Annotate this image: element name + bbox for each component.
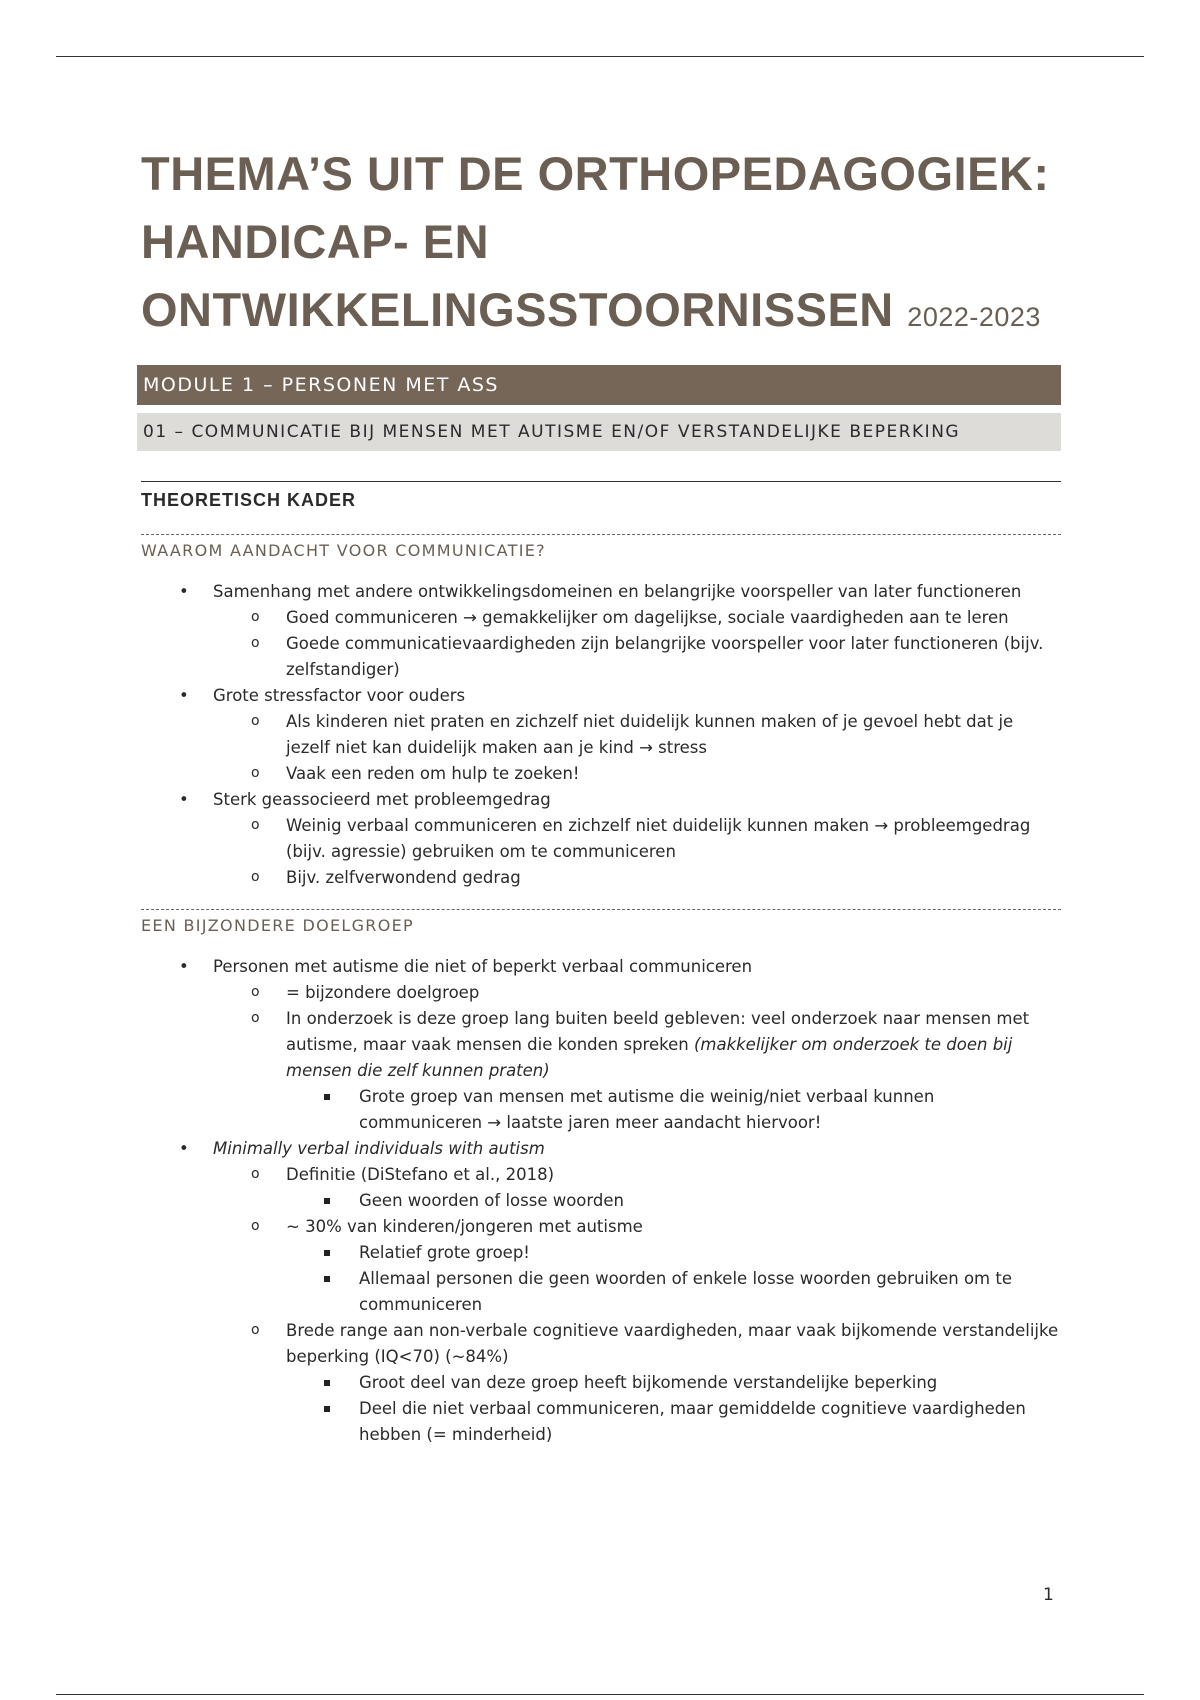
list-item: o = bijzondere doelgroep — [141, 980, 1061, 1006]
list-item: o Als kinderen niet praten en zichzelf niet duidelijk kunnen maken of je gevoel hebt dat je jezelf niet kan duidelijk maken aan je kind → stress — [141, 709, 1061, 761]
document-title — [141, 140, 1061, 351]
list-item: • Minimally verbal individuals with autism o Definitie (DiStefano et al., 2018) Geen woorden of losse woorden o ~ 30% van kinderen/jongeren met autisme Relatief grote groep! Allemaal personen die geen woorden of enkele losse woorden gebruiken om te communiceren o Brede range aan non-verbale cognitieve vaardigheden, maar vaak bijkomende verstandelijke beperking (IQ<70) (~84%) Groot deel van deze groep heeft bijkomende verstandelijke beperking Deel die niet verbaal communiceren, maar gemiddelde cognitieve vaardigheden hebben (= minderheid) — [141, 1136, 1061, 1448]
list-item: • Samenhang met andere ontwikkelingsdomeinen en belangrijke voorspeller van later functioneren o Goed communiceren → gemakkelijker om dagelijkse, sociale vaardigheden aan te leren o Goede communicatievaardigheden zijn belangrijke voorspeller voor later functioneren (bijv. zelfstandiger) — [141, 579, 1061, 683]
page-number: 1 — [1043, 1585, 1054, 1605]
list-item: o Goede communicatievaardigheden zijn belangrijke voorspeller voor later functioneren (bijv. zelfstandiger) — [141, 631, 1061, 683]
title-year: 2022-2023 — [907, 302, 1041, 332]
section-title-communicatie: WAAROM AANDACHT VOOR COMMUNICATIE? — [141, 534, 1061, 567]
list-item: o ~ 30% van kinderen/jongeren met autisme Relatief grote groep! Allemaal personen die geen woorden of enkele losse woorden gebruiken om te communiceren — [141, 1214, 1061, 1318]
list-item: Groot deel van deze groep heeft bijkomende verstandelijke beperking — [141, 1370, 1061, 1396]
list-item: o Brede range aan non-verbale cognitieve vaardigheden, maar vaak bijkomende verstandelijke beperking (IQ<70) (~84%) Groot deel van deze groep heeft bijkomende verstandelijke beperking Deel die niet verbaal communiceren, maar gemiddelde cognitieve vaardigheden hebben (= minderheid) — [141, 1318, 1061, 1448]
list-item: Relatief grote groep! — [141, 1240, 1061, 1266]
section-heading-theoretisch-kader: THEORETISCH KADER — [141, 481, 1061, 520]
document-page — [141, 140, 1061, 1448]
list-item: Grote groep van mensen met autisme die weinig/niet verbaal kunnen communiceren → laatste jaren meer aandacht hiervoor! — [141, 1084, 1061, 1136]
list-item: Geen woorden of losse woorden — [141, 1188, 1061, 1214]
bullet-list — [141, 954, 1061, 1448]
section-title-doelgroep: EEN BIJZONDERE DOELGROEP — [141, 909, 1061, 942]
title-line-2: HANDICAP- EN — [141, 215, 490, 268]
list-item: Allemaal personen die geen woorden of enkele losse woorden gebruiken om te communiceren — [141, 1266, 1061, 1318]
list-item: • Sterk geassocieerd met probleemgedrag o Weinig verbaal communiceren en zichzelf niet duidelijk kunnen maken → probleemgedrag (bijv. agressie) gebruiken om te communiceren o Bijv. zelfverwondend gedrag — [141, 787, 1061, 891]
module-heading: MODULE 1 – PERSONEN MET ASS — [137, 365, 1061, 405]
header-rule — [56, 56, 1144, 57]
list-item: Deel die niet verbaal communiceren, maar gemiddelde cognitieve vaardigheden hebben (= minderheid) — [141, 1396, 1061, 1448]
list-item: • Grote stressfactor voor ouders o Als kinderen niet praten en zichzelf niet duidelijk kunnen maken of je gevoel hebt dat je jezelf niet kan duidelijk maken aan je kind → stress o Vaak een reden om hulp te zoeken! — [141, 683, 1061, 787]
list-item: o Bijv. zelfverwondend gedrag — [141, 865, 1061, 891]
list-item: • Personen met autisme die niet of beperkt verbaal communiceren o = bijzondere doelgroep o In onderzoek is deze groep lang buiten beeld gebleven: veel onderzoek naar mensen met autisme, maar vaak mensen die konden spreken (makkelijker om onderzoek te doen bij mensen die zelf kunnen praten) Grote groep van mensen met autisme die weinig/niet verbaal kunnen communiceren → laatste jaren meer aandacht hiervoor! — [141, 954, 1061, 1136]
list-item: o Weinig verbaal communiceren en zichzelf niet duidelijk kunnen maken → probleemgedrag (bijv. agressie) gebruiken om te communiceren — [141, 813, 1061, 865]
bullet-list — [141, 579, 1061, 891]
list-item: o Vaak een reden om hulp te zoeken! — [141, 761, 1061, 787]
title-line-1: THEMA’S UIT DE ORTHOPEDAGOGIEK: — [141, 147, 1050, 200]
list-item: o In onderzoek is deze groep lang buiten beeld gebleven: veel onderzoek naar mensen met autisme, maar vaak mensen die konden spreken (makkelijker om onderzoek te doen bij mensen die zelf kunnen praten) Grote groep van mensen met autisme die weinig/niet verbaal kunnen communiceren → laatste jaren meer aandacht hiervoor! — [141, 1006, 1061, 1136]
list-item: o Goed communiceren → gemakkelijker om dagelijkse, sociale vaardigheden aan te leren — [141, 605, 1061, 631]
footer-rule — [56, 1694, 1144, 1695]
title-line-3: ONTWIKKELINGSSTOORNISSEN — [141, 283, 894, 336]
chapter-heading: 01 – COMMUNICATIE BIJ MENSEN MET AUTISME EN/OF VERSTANDELIJKE BEPERKING — [137, 413, 1061, 451]
list-item: o Definitie (DiStefano et al., 2018) Geen woorden of losse woorden — [141, 1162, 1061, 1214]
